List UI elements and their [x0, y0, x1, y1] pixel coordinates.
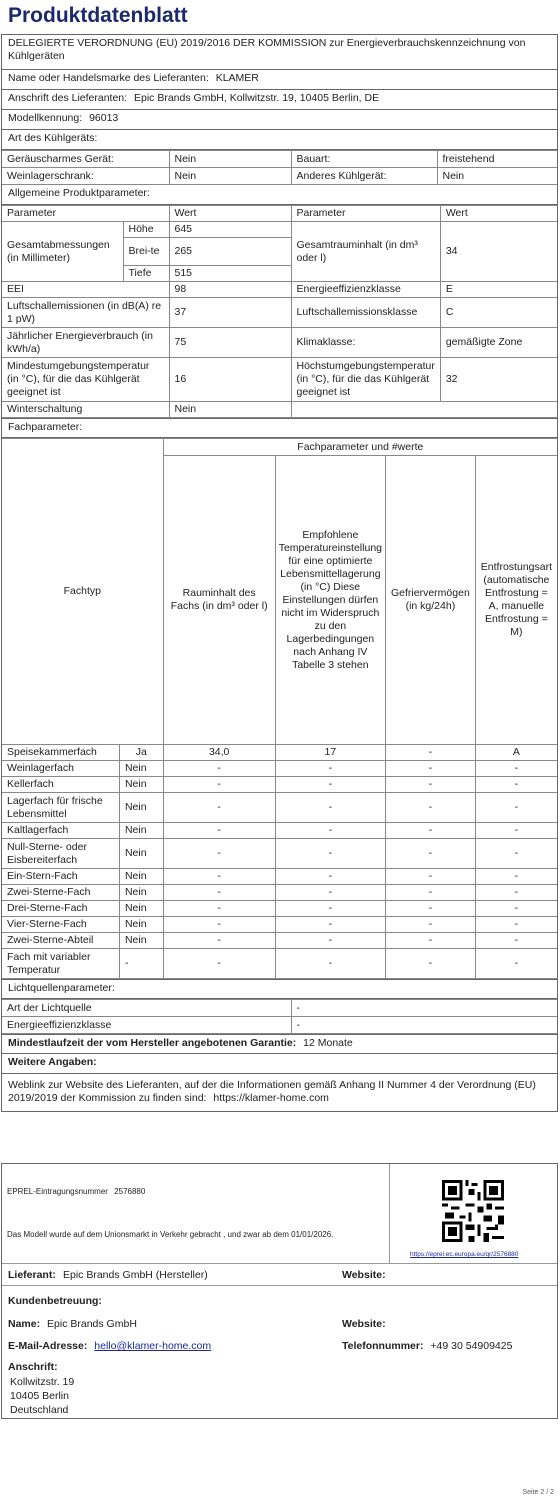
col-header: Rauminhalt des Fachs (in dm³ oder l) — [163, 456, 275, 745]
value-cell: - — [475, 933, 557, 949]
param-name: Luftschallemissionen (in dB(A) re 1 pW) — [2, 298, 169, 328]
value-cell: - — [386, 933, 476, 949]
light-value: - — [291, 1017, 557, 1034]
param-value: 32 — [440, 358, 557, 402]
col-header: Empfohlene Temperatureinstellung für eine optimierte Lebensmittellagerung (in °C) Diese Einstellungen dürfen nicht im Widerspruch zu den Lagerbedingungen nach Anhang IV Tabelle 3 stehen — [275, 456, 385, 745]
table-row — [2, 761, 557, 777]
page-title: Produktdatenblatt — [8, 4, 188, 27]
model-row — [2, 110, 557, 130]
value-cell: Nein — [119, 823, 163, 839]
warranty-row — [2, 1034, 557, 1054]
param-name: Höchstumgebungstemperatur (in °C), für die das Kühlgerät geeignet ist — [291, 358, 440, 402]
phone-label: Telefonnummer: — [342, 1340, 424, 1352]
value-cell: - — [475, 901, 557, 917]
value-cell: - — [475, 885, 557, 901]
address: Epic Brands GmbH, Kollwitzstr. 19, 10405 Berlin, DE — [134, 92, 380, 104]
param-value: 16 — [169, 358, 291, 402]
table-row — [2, 949, 557, 979]
supplier-name-row — [2, 70, 557, 90]
further-text — [2, 1074, 557, 1112]
name-row — [8, 1318, 137, 1330]
anschrift-line: 10405 Berlin — [10, 1390, 69, 1402]
value-cell: - — [475, 917, 557, 933]
param-empty — [291, 402, 557, 418]
fachtyp-cell: Drei-Sterne-Fach — [2, 901, 119, 917]
fachtyp-cell: Lagerfach für frische Lebensmittel — [2, 793, 119, 823]
volume-label: Gesamtrauminhalt (in dm³ oder l) — [291, 222, 440, 282]
fachtyp-cell: Kellerfach — [2, 777, 119, 793]
product-datasheet — [1, 34, 558, 1112]
anschrift-line: Deutschland — [10, 1404, 69, 1416]
value-cell: Nein — [119, 777, 163, 793]
value-cell: - — [275, 901, 385, 917]
fachtyp-cell: Vier-Sterne-Fach — [2, 917, 119, 933]
lieferant-label: Lieferant: — [8, 1269, 56, 1281]
col-header: Parameter — [2, 206, 169, 222]
value-cell: - — [163, 869, 275, 885]
lieferant-row — [2, 1264, 557, 1286]
value-cell: - — [163, 949, 275, 979]
type-cell: Nein — [169, 168, 291, 185]
dim-value: 515 — [169, 266, 291, 282]
col-header: Wert — [169, 206, 291, 222]
value-cell: Nein — [119, 933, 163, 949]
value-cell: - — [386, 839, 476, 869]
param-name: Klimaklasse: — [291, 328, 440, 358]
type-cell: Geräuscharmes Gerät: — [2, 151, 169, 168]
value-cell: - — [475, 793, 557, 823]
dim-name: Brei-te — [123, 238, 169, 266]
value-cell: - — [119, 949, 163, 979]
type-cell: freistehend — [437, 151, 557, 168]
value-cell: - — [475, 823, 557, 839]
appliance-type-table — [2, 150, 557, 185]
email-row — [8, 1340, 211, 1352]
supplier-name: KLAMER — [215, 72, 259, 84]
table-row — [2, 839, 557, 869]
light-value: - — [291, 1000, 557, 1017]
table-row — [2, 917, 557, 933]
fachtyp-cell: Fach mit variabler Temperatur — [2, 949, 119, 979]
value-cell: - — [386, 869, 476, 885]
fachtyp-cell: Zwei-Sterne-Fach — [2, 885, 119, 901]
param-value: gemäßigte Zone — [440, 328, 557, 358]
value-cell: - — [163, 823, 275, 839]
table-row — [2, 885, 557, 901]
dim-value: 645 — [169, 222, 291, 238]
value-cell: - — [475, 839, 557, 869]
group-header: Fachparameter und #werte — [163, 439, 557, 456]
value-cell: - — [275, 885, 385, 901]
light-name: Energieeffizienzklasse — [2, 1017, 291, 1034]
param-name: Winterschaltung — [2, 402, 169, 418]
value-cell: - — [275, 869, 385, 885]
website-label: Website: — [342, 1269, 386, 1281]
value-cell: - — [163, 839, 275, 869]
qr-section — [390, 1164, 557, 1264]
warranty-value: 12 Monate — [303, 1037, 353, 1049]
value-cell: Nein — [119, 761, 163, 777]
value-cell: Ja — [119, 745, 163, 761]
value-cell: - — [163, 917, 275, 933]
value-cell: - — [163, 777, 275, 793]
light-params-table — [2, 999, 557, 1034]
dim-value: 265 — [169, 238, 291, 266]
email-label: E-Mail-Adresse: — [8, 1340, 88, 1352]
param-value: E — [440, 282, 557, 298]
value-cell: Nein — [119, 793, 163, 823]
col-header: Parameter — [291, 206, 440, 222]
further-link[interactable]: https://klamer-home.com — [213, 1092, 329, 1104]
value-cell: - — [475, 869, 557, 885]
value-cell: - — [275, 823, 385, 839]
regulation-text: DELEGIERTE VERORDNUNG (EU) 2019/2016 DER KOMMISSION zur Energieverbrauchskennzeichnung von Kühlgeräten — [2, 35, 557, 70]
fachtyp-cell: Weinlagerfach — [2, 761, 119, 777]
eprel-label: EPREL-Eintragungsnummer — [7, 1187, 108, 1196]
value-cell: - — [386, 761, 476, 777]
general-params-table — [2, 205, 557, 418]
name-label: Name: — [8, 1318, 41, 1330]
type-cell: Bauart: — [291, 151, 437, 168]
phone-row — [342, 1340, 512, 1352]
market-text: Das Modell wurde auf dem Unionsmarkt in Verkehr gebracht , und zwar ab dem 01/01/2026. — [7, 1230, 334, 1239]
fachtyp-cell: Ein-Stern-Fach — [2, 869, 119, 885]
name-value: Epic Brands GmbH — [47, 1318, 137, 1330]
value-cell: - — [386, 949, 476, 979]
type-cell: Nein — [169, 151, 291, 168]
value-cell: Nein — [119, 869, 163, 885]
light-name: Art der Lichtquelle — [2, 1000, 291, 1017]
model-label: Modellkennung: — [8, 112, 83, 124]
table-row — [2, 777, 557, 793]
param-value: C — [440, 298, 557, 328]
special-params-table — [2, 438, 557, 979]
param-name: Energieeffizienzklasse — [291, 282, 440, 298]
general-params-heading: Allgemeine Produktparameter: — [2, 185, 557, 205]
dim-name: Tiefe — [123, 266, 169, 282]
value-cell: - — [163, 793, 275, 823]
warranty-label: Mindestlaufzeit der vom Hersteller angebotenen Garantie: — [8, 1037, 297, 1049]
param-value: 75 — [169, 328, 291, 358]
value-cell: - — [386, 777, 476, 793]
param-name: EEI — [2, 282, 169, 298]
value-cell: - — [275, 761, 385, 777]
address-row — [2, 90, 557, 110]
table-row — [2, 869, 557, 885]
param-name: Mindestumgebungstemperatur (in °C), für die das Kühlgerät geeignet ist — [2, 358, 169, 402]
table-row — [2, 745, 557, 761]
col-header: Entfrostungsart (automatische Entfrostung = A, manuelle Entfrostung = M) — [475, 456, 557, 745]
eprel-number: 2576880 — [114, 1187, 146, 1196]
value-cell: - — [275, 949, 385, 979]
value-cell: Nein — [119, 885, 163, 901]
anschrift-label: Anschrift: — [8, 1361, 58, 1373]
value-cell: - — [275, 793, 385, 823]
dimensions-label: Gesamtabmessungen (in Millimeter) — [2, 222, 123, 282]
param-value: 37 — [169, 298, 291, 328]
col-header: Wert — [440, 206, 557, 222]
table-row — [2, 823, 557, 839]
type-cell: Weinlagerschrank: — [2, 168, 169, 185]
qr-link-anchor[interactable]: https://eprel.ec.europa.eu/qr/2576880 — [410, 1251, 519, 1258]
dim-name: Höhe — [123, 222, 169, 238]
value-cell: - — [275, 917, 385, 933]
value-cell: - — [386, 901, 476, 917]
value-cell: - — [386, 793, 476, 823]
anschrift-line: Kollwitzstr. 19 — [10, 1376, 75, 1388]
value-cell: Nein — [119, 917, 163, 933]
value-cell: - — [275, 777, 385, 793]
eprel-box — [1, 1163, 558, 1419]
fachtyp-cell: Null-Sterne- oder Eisbereiterfach — [2, 839, 119, 869]
further-heading: Weitere Angaben: — [2, 1054, 557, 1074]
value-cell: - — [386, 885, 476, 901]
page-number: Seite 2 / 2 — [522, 1489, 554, 1496]
value-cell: - — [475, 761, 557, 777]
value-cell: - — [386, 823, 476, 839]
fachtyp-cell: Zwei-Sterne-Abteil — [2, 933, 119, 949]
fachtyp-header: Fachtyp — [2, 439, 163, 745]
table-row — [2, 901, 557, 917]
supplier-name-label: Name oder Handelsmarke des Lieferanten: — [8, 72, 209, 84]
param-name: Jährlicher Energieverbrauch (in kWh/a) — [2, 328, 169, 358]
anschrift-block — [10, 1375, 74, 1417]
lieferant-value: Epic Brands GmbH (Hersteller) — [63, 1269, 208, 1281]
model: 96013 — [89, 112, 119, 124]
further-description: Weblink zur Website des Lieferanten, auf der die Informationen gemäß Anhang II Nummer 4 der Verordnung (EU) 2019/2019 der Kommission zu finden sind: — [8, 1079, 536, 1104]
email-link[interactable]: hello@klamer-home.com — [94, 1340, 212, 1352]
address-label: Anschrift des Lieferanten: — [8, 92, 128, 104]
volume-value: 34 — [440, 222, 557, 282]
qr-link[interactable] — [410, 1251, 518, 1258]
value-cell: - — [275, 839, 385, 869]
value-cell: - — [163, 901, 275, 917]
appliance-type-heading: Art des Kühlgeräts: — [2, 130, 557, 150]
value-cell: - — [475, 777, 557, 793]
website2-label: Website: — [342, 1318, 386, 1330]
value-cell: Nein — [119, 839, 163, 869]
param-value: Nein — [169, 402, 291, 418]
qr-code-icon — [442, 1180, 504, 1242]
special-params-heading: Fachparameter: — [2, 418, 557, 438]
value-cell: Nein — [119, 901, 163, 917]
col-header: Gefriervermögen (in kg/24h) — [386, 456, 476, 745]
kunden-heading: Kundenbetreuung: — [8, 1295, 102, 1307]
value-cell: - — [275, 933, 385, 949]
param-name: Luftschallemissionsklasse — [291, 298, 440, 328]
value-cell: 17 — [275, 745, 385, 761]
light-params-heading: Lichtquellenparameter: — [2, 979, 557, 999]
value-cell: A — [475, 745, 557, 761]
value-cell: - — [163, 933, 275, 949]
value-cell: - — [386, 917, 476, 933]
value-cell: - — [163, 885, 275, 901]
value-cell: 34,0 — [163, 745, 275, 761]
table-row — [2, 793, 557, 823]
eprel-row — [7, 1187, 145, 1196]
fachtyp-cell: Speisekammerfach — [2, 745, 119, 761]
type-cell: Anderes Kühlgerät: — [291, 168, 437, 185]
phone-value: +49 30 54909425 — [430, 1340, 513, 1352]
type-cell: Nein — [437, 168, 557, 185]
value-cell: - — [163, 761, 275, 777]
table-row — [2, 933, 557, 949]
fachtyp-cell: Kaltlagerfach — [2, 823, 119, 839]
eprel-info — [2, 1164, 390, 1264]
value-cell: - — [386, 745, 476, 761]
param-value: 98 — [169, 282, 291, 298]
value-cell: - — [475, 949, 557, 979]
